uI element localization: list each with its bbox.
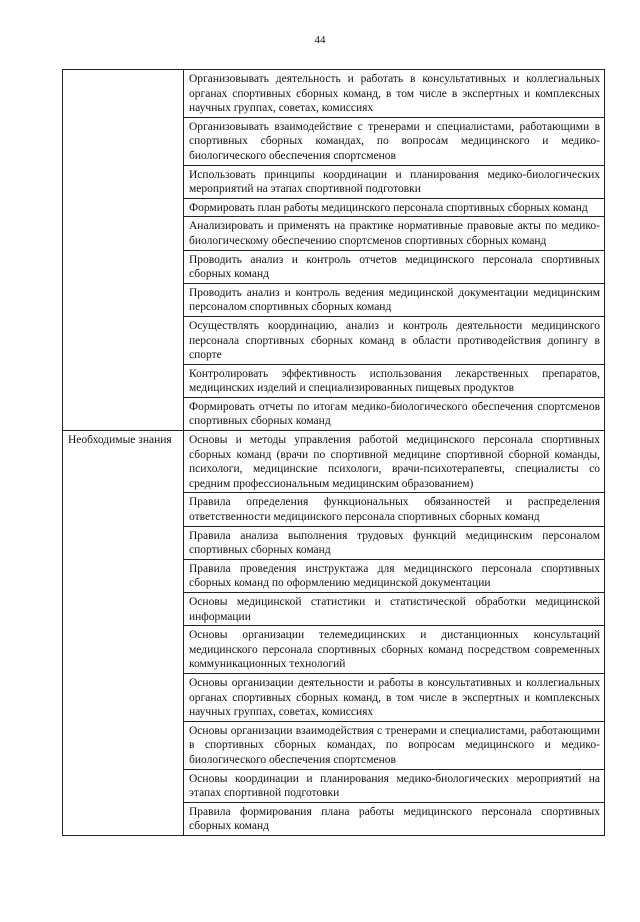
table-row xyxy=(63,70,605,118)
knowledge-item: Правила анализа выполнения трудовых функций медицинским персоналом спортивных сборных команд xyxy=(184,526,605,559)
page-number: 44 xyxy=(314,34,326,46)
skill-item: Осуществлять координацию, анализ и контроль деятельности медицинского персонала спортивных сборных команд в области противодействия допингу в спорте xyxy=(184,316,605,364)
knowledge-item: Правила определения функциональных обязанностей и распределения ответственности медицинского персонала спортивных сборных команд xyxy=(184,493,605,526)
skills-label-cell xyxy=(63,70,184,431)
knowledge-item: Правила проведения инструктажа для медицинского персонала спортивных сборных команд по оформлению медицинской документации xyxy=(184,559,605,592)
competency-table xyxy=(62,69,605,836)
knowledge-item: Основы организации деятельности и работы в консультативных и коллегиальных органах спортивных сборных команд, в том числе в экспертных и комплексных научных группах, советах, комиссиях xyxy=(184,673,605,721)
skill-item: Анализировать и применять на практике нормативные правовые акты по медико-биологическому обеспечению спортсменов спортивных сборных команд xyxy=(184,217,605,250)
knowledge-item: Основы координации и планирования медико-биологических мероприятий на этапах спортивной подготовки xyxy=(184,769,605,802)
knowledge-item: Основы медицинской статистики и статистической обработки медицинской информации xyxy=(184,593,605,626)
knowledge-item: Правила формирования плана работы медицинского персонала спортивных сборных команд xyxy=(184,802,605,835)
skill-item: Формировать план работы медицинского персонала спортивных сборных команд xyxy=(184,198,605,217)
table-row xyxy=(63,431,605,493)
skill-item: Использовать принципы координации и планирования медико-биологических мероприятий на этапах спортивной подготовки xyxy=(184,165,605,198)
skill-item: Контролировать эффективность использования лекарственных препаратов, медицинских изделий и специализированных пищевых продуктов xyxy=(184,364,605,397)
skill-item: Проводить анализ и контроль отчетов медицинского персонала спортивных сборных команд xyxy=(184,250,605,283)
knowledge-item: Основы организации телемедицинских и дистанционных консультаций медицинского персонала спортивных сборных команд посредством современных коммуникационных технологий xyxy=(184,626,605,674)
knowledge-item: Основы и методы управления работой медицинского персонала спортивных сборных команд (врачи по спортивной медицине спортивной сборной команды, психологи, медицинские психологи, врачи-психотерапевты, специалисты со средним профессиональным медицинским образованием) xyxy=(184,431,605,493)
knowledge-item: Основы организации взаимодействия с тренерами и специалистами, работающими в спортивных сборных командах, по вопросам медицинского и медико-биологического обеспечения спортсменов xyxy=(184,721,605,769)
skill-item: Проводить анализ и контроль ведения медицинской документации медицинским персоналом спортивных сборных команд xyxy=(184,283,605,316)
skill-item: Формировать отчеты по итогам медико-биологического обеспечения спортсменов спортивных сборных команд xyxy=(184,397,605,430)
skill-item: Организовывать деятельность и работать в консультативных и коллегиальных органах спортивных сборных команд, в том числе в экспертных и комплексных научных группах, советах, комиссиях xyxy=(184,70,605,118)
skill-item: Организовывать взаимодействие с тренерами и специалистами, работающими в спортивных сборных командах, по вопросам медицинского и медико-биологического обеспечения спортсменов xyxy=(184,117,605,165)
knowledge-label-cell: Необходимые знания xyxy=(63,431,184,836)
